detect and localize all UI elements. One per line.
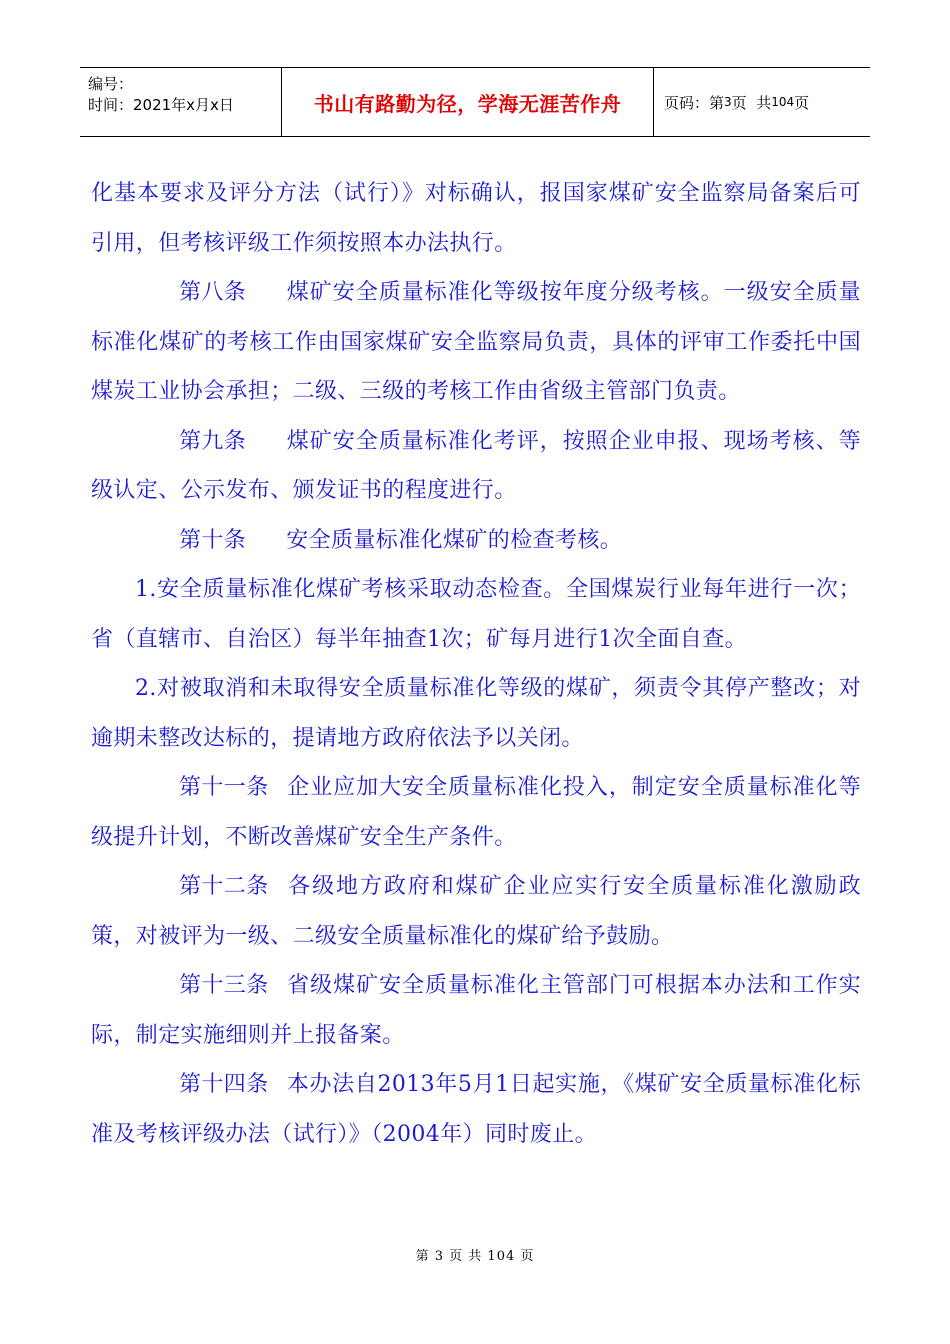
document-number-label: 编号： [88, 75, 134, 93]
header-page-info [654, 68, 870, 136]
page-suffix: 页 [794, 93, 810, 112]
page-header [80, 67, 870, 137]
article-11 [91, 763, 861, 862]
article-label: 第十一条 [179, 775, 269, 800]
article-label: 第八条 [179, 280, 247, 305]
page-mid: 页 共 [731, 93, 772, 112]
article-8 [91, 268, 861, 417]
article-text: 省级煤矿安全质量标准化主管部门可根据本办法和工作实际，制定实施细则并上报备案。 [91, 973, 861, 1048]
page-prefix: 页码：第 [664, 93, 725, 112]
paragraph-continuation: 化基本要求及评分方法（试行）》对标确认，报国家煤矿安全监察局备案后可引用，但考核评级工作须按照本办法执行。 [91, 181, 861, 256]
article-text: 本办法自2013年5月1日起实施，《煤矿安全质量标准化标准及考核评级办法（试行）》（2004年）同时废止。 [91, 1072, 861, 1147]
article-label: 第十二条 [179, 874, 269, 899]
document-body [91, 169, 861, 1159]
article-text: 安全质量标准化煤矿的检查考核。 [286, 527, 623, 553]
article-14 [91, 1060, 861, 1159]
header-motto: 书山有路勤为径，学海无涯苦作舟 [282, 68, 654, 136]
article-text: 各级地方政府和煤矿企业应实行安全质量标准化激励政策，对被评为一级、二级安全质量标准化的煤矿给予鼓励。 [91, 874, 861, 949]
article-12 [91, 862, 861, 961]
article-10 [91, 516, 861, 566]
article-9 [91, 417, 861, 516]
article-text: 煤矿安全质量标准化考评，按照企业申报、现场考核、等级认定、公示发布、颁发证书的程度进行。 [91, 428, 861, 503]
article-text: 煤矿安全质量标准化等级按年度分级考核。一级安全质量标准化煤矿的考核工作由国家煤矿安全监察局负责，具体的评审工作委托中国煤炭工业协会承担；二级、三级的考核工作由省级主管部门负责。 [91, 280, 861, 404]
article-label: 第十三条 [179, 973, 269, 998]
page-footer: 第 3 页 共 104 页 [415, 1249, 535, 1264]
article-label: 第九条 [179, 428, 247, 454]
document-time-label: 时间：2021年x月x日 [88, 96, 234, 114]
article-label: 第十四条 [179, 1072, 269, 1097]
list-item-1: 1.安全质量标准化煤矿考核采取动态检查。全国煤炭行业每年进行一次；省（直辖市、自治区）每半年抽查1次；矿每月进行1次全面自查。 [91, 577, 861, 652]
list-item-2: 2.对被取消和未取得安全质量标准化等级的煤矿，须责令其停产整改；对逾期未整改达标的，提请地方政府依法予以关闭。 [91, 676, 861, 751]
article-text: 企业应加大安全质量标准化投入，制定安全质量标准化等级提升计划，不断改善煤矿安全生产条件。 [91, 775, 861, 850]
header-meta [80, 68, 282, 136]
article-label: 第十条 [179, 527, 247, 553]
page-total: 104 [771, 95, 795, 109]
page-number: 3 [724, 95, 732, 109]
article-13 [91, 961, 861, 1060]
